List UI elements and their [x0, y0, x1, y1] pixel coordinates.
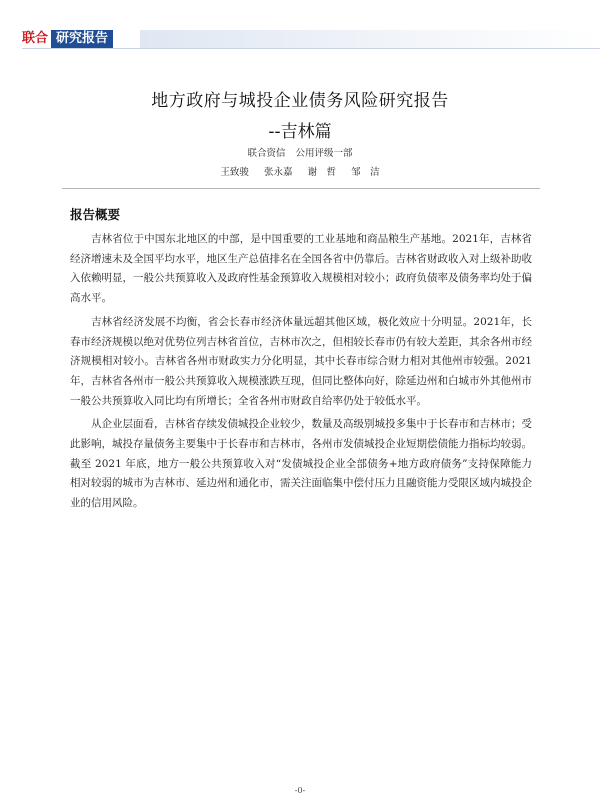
brand-name-red: 联合 [22, 31, 49, 46]
authors-line [0, 164, 600, 178]
brand-name-blue: 研究报告 [51, 30, 113, 48]
summary-paragraph: 吉林省位于中国东北地区的中部，是中国重要的工业基地和商品粮生产基地。2021年，吉林省经济增速未及全国平均水平，地区生产总值排名在全国各省中仍靠后。吉林省财政收入对上级补助收入依赖明显，一般公共预算收入及政府性基金预算收入规模相对较小；政府负债率及债务率均处于偏高水平。 [70, 233, 532, 305]
report-header [0, 0, 600, 52]
header-banner-gradient [140, 30, 600, 48]
summary-paragraph: 吉林省经济发展不均衡，省会长春市经济体量远超其他区域，极化效应十分明显。2021年，长春市经济规模以绝对优势位列吉林省首位，吉林市次之，但相较长春市仍有较大差距，其余各州市经济规模相对较小。吉林省各州市财政实力分化明显，其中长春市综合财力相对其他州市较强。2021年，吉林省各州市一般公共预算收入规模涨跌互现，但同比整体向好，除延边州和白城市外其他州市一般公共预算收入同比均有所增长；全省各州市财政自给率仍处于较低水平。 [70, 315, 532, 407]
report-title: 地方政府与城投企业债务风险研究报告 [151, 91, 449, 111]
author-name: 王致骏 [220, 167, 249, 178]
header-rule [22, 48, 600, 49]
author-name: 邹 洁 [351, 167, 380, 178]
summary-paragraph: 从企业层面看，吉林省存续发债城投企业较少，数量及高级别城投多集中于长春市和吉林市；受此影响，城投存量债务主要集中于长春市和吉林市，各州市发债城投企业短期偿债能力指标均较弱。截至 2021 年底，地方一般公共预算收入对“发债城投企业全部债务+地方政府债务”支持保障能力相对较弱的城市为吉林市、延边州和通化市，需关注面临集中偿付压力且融资能力受限区域内城投企业的信用风险。 [70, 418, 532, 510]
section-heading: 报告概要 [70, 207, 121, 222]
title-divider [62, 188, 540, 189]
brand-logo [22, 30, 113, 48]
department-name: 公用评级一部 [295, 148, 353, 159]
summary-content [70, 230, 532, 518]
report-subtitle: --吉林篇 [268, 122, 332, 142]
organization-name: 联合资信 [247, 148, 286, 159]
author-name: 张永嘉 [263, 167, 293, 178]
page-number: -0- [294, 786, 306, 795]
author-name: 谢 哲 [307, 167, 337, 178]
organization-line [0, 145, 600, 159]
